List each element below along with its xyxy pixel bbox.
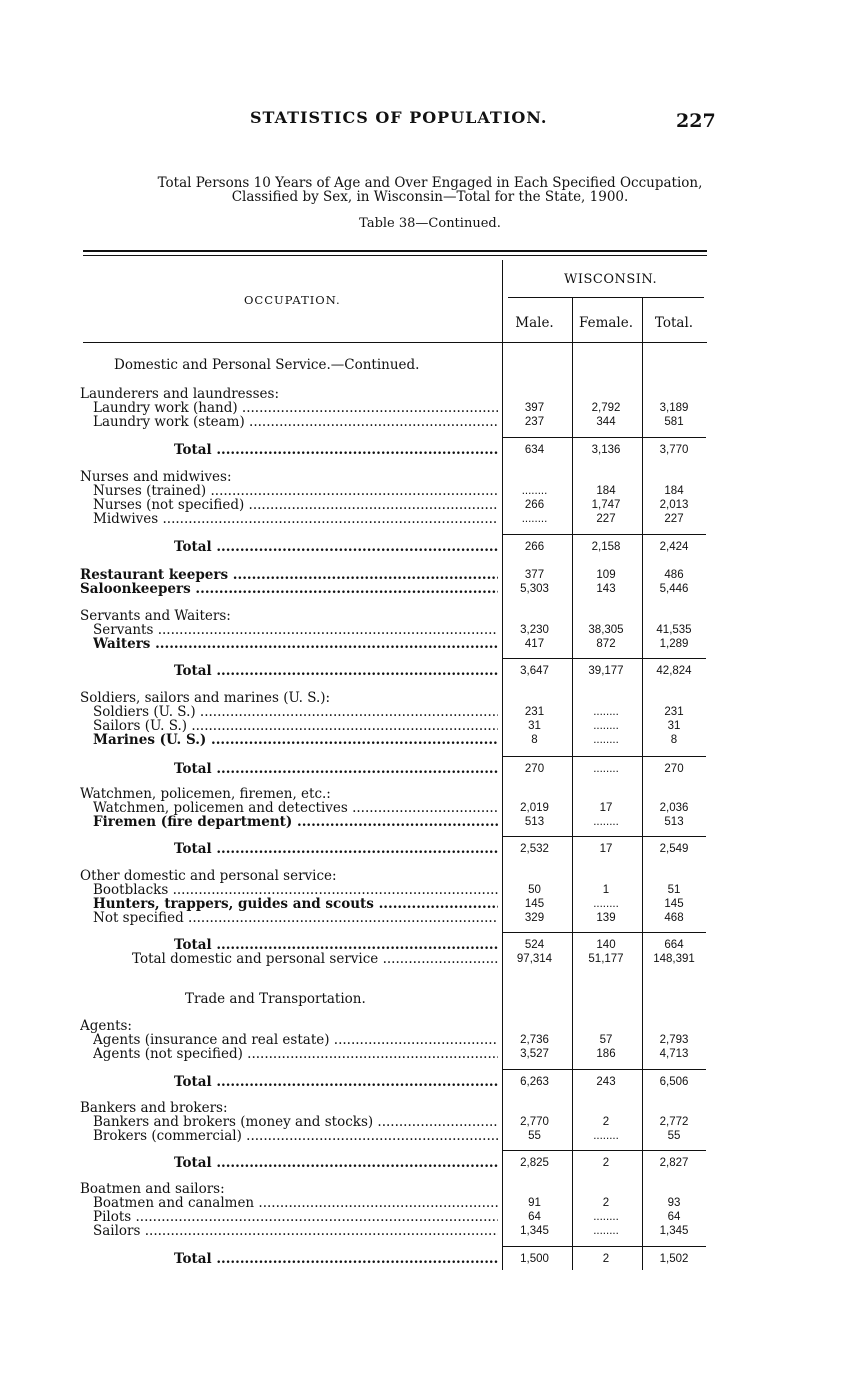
- row-label: Total .....: [174, 443, 498, 457]
- cell-male: 97,314: [516, 953, 553, 965]
- cell-female: 57: [599, 1034, 613, 1046]
- cell-total: 3,770: [659, 444, 689, 456]
- cell-male: 524: [524, 939, 545, 951]
- cell-total: 581: [664, 416, 684, 428]
- row-label: Sailors .....: [93, 1224, 498, 1238]
- cell-male: 3,527: [520, 1048, 549, 1060]
- row-label: Total .....: [174, 1252, 498, 1266]
- row-label: Servants and Waiters:: [80, 609, 231, 623]
- row-label: Other domestic and personal service:: [80, 869, 337, 883]
- cell-male: 634: [524, 444, 545, 456]
- caption-line-1: Total Persons 10 Years of Age and Over Engaged in Each Specified Occupation,: [157, 175, 703, 191]
- row-label: Firemen (fire department) .....: [93, 815, 498, 829]
- cell-total: 1,345: [659, 1225, 689, 1237]
- cell-female: 17: [599, 843, 613, 855]
- cell-male: 64: [528, 1211, 541, 1223]
- cell-total: 1,289: [659, 638, 689, 650]
- cell-female: 140: [596, 939, 616, 951]
- cell-total: 2,793: [659, 1034, 689, 1046]
- column-header-male: Male.: [515, 315, 554, 331]
- cell-male: 266: [524, 541, 545, 553]
- cell-female: 243: [596, 1076, 616, 1088]
- cell-female: 1: [602, 884, 610, 896]
- row-label: Total .....: [174, 938, 498, 952]
- row-label: Watchmen, policemen, firemen, etc.:: [80, 787, 331, 801]
- cell-total: 148,391: [653, 953, 695, 965]
- column-header-total: Total.: [654, 315, 694, 331]
- page-header-title: STATISTICS OF POPULATION.: [250, 108, 548, 127]
- row-label: Boatmen and canalmen .....: [93, 1196, 498, 1210]
- cell-female: 109: [596, 569, 616, 581]
- cell-female: ........: [593, 1130, 619, 1142]
- cell-male: 231: [524, 706, 545, 718]
- cell-total: 55: [667, 1130, 681, 1142]
- cell-total: 468: [664, 912, 684, 924]
- row-label: Total .....: [174, 664, 498, 678]
- row-label: Pilots .....: [93, 1210, 498, 1224]
- row-label: Total .....: [174, 762, 498, 776]
- cell-total: 2,424: [659, 541, 689, 553]
- cell-female: ........: [593, 1225, 619, 1237]
- cell-female: 2,158: [591, 541, 621, 553]
- row-label: Total domestic and personal service .....: [132, 952, 498, 966]
- row-label: Sailors (U. S.) .....: [93, 719, 498, 733]
- cell-female: ........: [593, 763, 619, 775]
- row-label: Total .....: [174, 1156, 498, 1170]
- cell-female: 2: [602, 1116, 610, 1128]
- row-label: Laundry work (hand) .....: [93, 401, 498, 415]
- row-label: Agents (insurance and real estate) .....: [93, 1033, 498, 1047]
- cell-female: ........: [593, 734, 619, 746]
- cell-total: 64: [667, 1211, 681, 1223]
- row-label: Total .....: [174, 1075, 498, 1089]
- cell-male: 2,532: [520, 843, 549, 855]
- cell-male: 5,303: [520, 583, 549, 595]
- cell-female: 139: [596, 912, 616, 924]
- row-label: Total .....: [174, 540, 498, 554]
- cell-male: 2,019: [520, 802, 549, 814]
- cell-female: ........: [593, 720, 619, 732]
- cell-male: 6,263: [520, 1076, 549, 1088]
- cell-female: 51,177: [588, 953, 624, 965]
- page-number: 227: [676, 110, 716, 132]
- cell-female: 3,136: [591, 444, 621, 456]
- cell-total: 6,506: [659, 1076, 689, 1088]
- cell-male: 1,500: [520, 1253, 549, 1265]
- section-heading-trade: Trade and Transportation.: [185, 991, 366, 1007]
- cell-male: 31: [528, 720, 541, 732]
- caption-line-2: Classified by Sex, in Wisconsin—Total for the State, 1900.: [231, 189, 629, 205]
- row-label: Brokers (commercial) .....: [93, 1129, 498, 1143]
- cell-female: 2: [602, 1253, 610, 1265]
- cell-total: 41,535: [656, 624, 692, 636]
- row-label: Hunters, trappers, guides and scouts .....: [93, 897, 498, 911]
- cell-female: 184: [596, 485, 616, 497]
- cell-male: 417: [524, 638, 545, 650]
- cell-total: 145: [664, 898, 684, 910]
- row-label: Bankers and brokers (money and stocks) .....: [93, 1115, 498, 1129]
- cell-total: 664: [664, 939, 684, 951]
- cell-male: 2,736: [520, 1034, 549, 1046]
- column-header-occupation: OCCUPATION.: [244, 293, 341, 307]
- cell-male: 1,345: [520, 1225, 549, 1237]
- row-label: Bankers and brokers:: [80, 1101, 228, 1115]
- cell-male: 237: [524, 416, 545, 428]
- cell-male: 50: [528, 884, 541, 896]
- cell-total: 2,772: [659, 1116, 689, 1128]
- subtotal-rule: [502, 1246, 706, 1247]
- cell-total: 93: [667, 1197, 681, 1209]
- row-label: Boatmen and sailors:: [80, 1182, 225, 1196]
- subtotal-rule: [502, 756, 706, 757]
- cell-male: 329: [524, 912, 545, 924]
- cell-total: 31: [667, 720, 681, 732]
- subtotal-rule: [502, 1150, 706, 1151]
- cell-female: 872: [596, 638, 616, 650]
- column-header-female: Female.: [578, 315, 634, 331]
- cell-female: 17: [599, 802, 613, 814]
- cell-total: 486: [664, 569, 684, 581]
- cell-total: 2,549: [659, 843, 689, 855]
- subtotal-rule: [502, 932, 706, 933]
- cell-female: 2: [602, 1197, 610, 1209]
- cell-male: 266: [524, 499, 545, 511]
- cell-female: ........: [593, 816, 619, 828]
- row-label: Laundry work (steam) .....: [93, 415, 498, 429]
- cell-total: 184: [664, 485, 684, 497]
- cell-female: 38,305: [588, 624, 624, 636]
- cell-female: 1,747: [591, 499, 621, 511]
- row-label: Marines (U. S.) .....: [93, 733, 498, 747]
- cell-total: 270: [664, 763, 684, 775]
- row-label: Nurses and midwives:: [80, 470, 232, 484]
- row-label: Total .....: [174, 842, 498, 856]
- row-label: Nurses (not specified) .....: [93, 498, 498, 512]
- header-rule-wisconsin: [508, 297, 704, 298]
- cell-total: 2,013: [659, 499, 689, 511]
- subtotal-rule: [502, 437, 706, 438]
- cell-male: 270: [524, 763, 545, 775]
- cell-total: 231: [664, 706, 684, 718]
- cell-male: 397: [524, 402, 545, 414]
- column-group-wisconsin: WISCONSIN.: [564, 272, 658, 287]
- cell-female: 227: [596, 513, 616, 525]
- cell-female: 186: [596, 1048, 616, 1060]
- row-label: Launderers and laundresses:: [80, 387, 279, 401]
- row-label: Restaurant keepers .....: [80, 568, 498, 582]
- row-label: Watchmen, policemen and detectives .....: [93, 801, 498, 815]
- cell-total: 227: [664, 513, 684, 525]
- cell-male: 3,230: [520, 624, 549, 636]
- cell-male: 145: [524, 898, 545, 910]
- section-heading-domestic: Domestic and Personal Service.—Continued.: [114, 357, 420, 373]
- row-label: Nurses (trained) .....: [93, 484, 498, 498]
- row-label: Not specified .....: [93, 911, 498, 925]
- row-label: Soldiers, sailors and marines (U. S.):: [80, 691, 331, 705]
- row-label: Bootblacks .....: [93, 883, 498, 897]
- cell-female: ........: [593, 706, 619, 718]
- cell-female: ........: [593, 898, 619, 910]
- cell-total: 1,502: [659, 1253, 689, 1265]
- cell-total: 513: [664, 816, 684, 828]
- cell-total: 3,189: [659, 402, 689, 414]
- row-label: Agents (not specified) .....: [93, 1047, 498, 1061]
- subtotal-rule: [502, 836, 706, 837]
- top-double-rule-2: [83, 255, 707, 256]
- row-label: Waiters .....: [93, 637, 498, 651]
- cell-female: ........: [593, 1211, 619, 1223]
- cell-female: 143: [596, 583, 616, 595]
- cell-male: 55: [528, 1130, 541, 1142]
- cell-male: 91: [528, 1197, 541, 1209]
- table-name: Table 38—Continued.: [359, 216, 501, 231]
- cell-total: 5,446: [659, 583, 689, 595]
- cell-total: 2,827: [659, 1157, 689, 1169]
- cell-female: 39,177: [588, 665, 624, 677]
- subtotal-rule: [502, 658, 706, 659]
- cell-male: 8: [531, 734, 538, 746]
- subtotal-rule: [502, 534, 706, 535]
- cell-male: 2,770: [520, 1116, 549, 1128]
- cell-female: 2,792: [591, 402, 621, 414]
- header-rule-bottom: [83, 342, 707, 343]
- cell-male: 377: [524, 569, 545, 581]
- row-label: Saloonkeepers .....: [80, 582, 498, 596]
- subtotal-rule: [502, 1069, 706, 1070]
- column-rule-3: [642, 298, 643, 1270]
- cell-total: 2,036: [659, 802, 689, 814]
- row-label: Soldiers (U. S.) .....: [93, 705, 498, 719]
- top-double-rule: [83, 250, 707, 252]
- cell-male: ........: [521, 513, 548, 525]
- cell-male: 3,647: [520, 665, 549, 677]
- cell-female: 344: [596, 416, 616, 428]
- cell-total: 42,824: [656, 665, 692, 677]
- cell-total: 8: [670, 734, 678, 746]
- row-label: Midwives .....: [93, 512, 498, 526]
- row-label: Agents:: [80, 1019, 132, 1033]
- row-label: Servants .....: [93, 623, 498, 637]
- cell-male: 2,825: [520, 1157, 549, 1169]
- cell-male: 513: [524, 816, 545, 828]
- cell-male: ........: [521, 485, 548, 497]
- cell-total: 51: [667, 884, 681, 896]
- cell-female: 2: [602, 1157, 610, 1169]
- cell-total: 4,713: [659, 1048, 689, 1060]
